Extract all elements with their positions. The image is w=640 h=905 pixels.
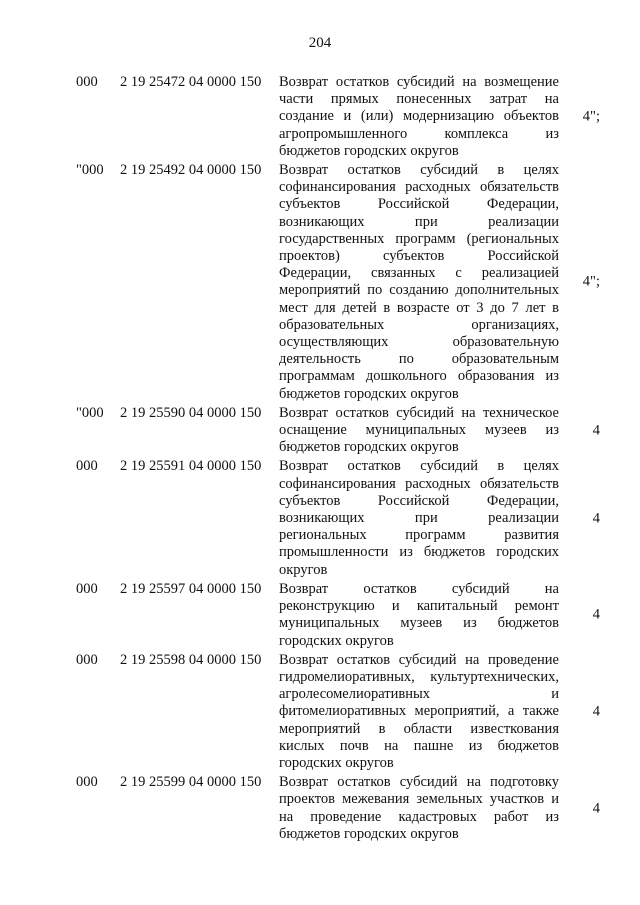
description-line: Федерации, связанных с реализацией: [279, 265, 559, 282]
revenue-description: [279, 162, 559, 403]
description-line: округов: [279, 561, 328, 578]
description-line: гидромелиоративных, культуртехнических,: [279, 668, 559, 685]
description-line: Возврат остатков субсидий на подготовку: [279, 774, 559, 791]
admin-code: "000: [76, 162, 104, 179]
page-number: 204: [308, 35, 332, 51]
allocation-percent: 4: [592, 799, 600, 816]
description-line: реконструкцию и капитальный ремонт: [279, 598, 559, 615]
description-line: государственных программ (региональных: [279, 230, 559, 247]
budget-classification-code: 2 19 25598 04 0000 150: [120, 651, 262, 668]
allocation-percent: 4: [592, 510, 600, 527]
description-line: Возврат остатков субсидий на проведение: [279, 651, 559, 668]
description-line: программам дошкольного образования из: [279, 368, 559, 385]
description-line: мероприятий по созданию дополнительных: [279, 282, 559, 299]
description-line: агропромышленного комплекса из: [279, 125, 559, 142]
revenue-description: [279, 405, 559, 457]
description-line: агролесомелиоративных и: [279, 686, 559, 703]
budget-classification-code: 2 19 25472 04 0000 150: [120, 74, 262, 90]
description-line: городских округов: [279, 632, 394, 649]
admin-code: 000: [76, 74, 98, 90]
description-line: оснащение муниципальных музеев из: [279, 422, 559, 439]
description-line: деятельность по образовательным: [279, 351, 559, 368]
description-line: создание и (или) модернизацию объектов: [279, 108, 559, 125]
allocation-percent: 4";: [582, 108, 600, 125]
admin-code: 000: [76, 458, 98, 475]
table-row: [0, 162, 640, 403]
budget-classification-code: 2 19 25590 04 0000 150: [120, 404, 262, 421]
allocation-percent: 4";: [582, 273, 600, 290]
description-line: возникающих при реализации: [279, 510, 559, 527]
allocation-percent: 4: [592, 606, 600, 623]
description-line: Возврат остатков субсидий в целях: [279, 162, 559, 179]
description-line: мероприятий в области известкования: [279, 720, 559, 737]
budget-classification-code: 2 19 25492 04 0000 150: [120, 162, 262, 179]
description-line: субъектов Российской Федерации,: [279, 492, 559, 509]
table-row: [0, 458, 640, 578]
description-line: фитомелиоративных мероприятий, а также: [279, 703, 559, 720]
description-line: части прямых понесенных затрат на: [279, 91, 559, 108]
table-row: [0, 74, 640, 160]
description-line: бюджетов городских округов: [279, 385, 459, 402]
admin-code: 000: [76, 651, 98, 668]
budget-code-table: [0, 74, 640, 845]
revenue-description: [279, 652, 559, 772]
budget-classification-code: 2 19 25597 04 0000 150: [120, 580, 262, 597]
revenue-description: [279, 581, 559, 650]
description-line: Возврат остатков субсидий в целях: [279, 458, 559, 475]
description-line: образовательных организациях,: [279, 316, 559, 333]
table-row: [0, 405, 640, 457]
description-line: бюджетов городских округов: [279, 439, 459, 456]
admin-code: "000: [76, 404, 104, 421]
description-line: осуществляющих образовательную: [279, 334, 559, 351]
description-line: софинансирования расходных обязательств: [279, 179, 559, 196]
description-line: Возврат остатков субсидий на: [279, 580, 559, 597]
description-line: муниципальных музеев из бюджетов: [279, 615, 559, 632]
allocation-percent: 4: [592, 703, 600, 720]
description-line: субъектов Российской Федерации,: [279, 196, 559, 213]
table-row: [0, 774, 640, 843]
budget-classification-code: 2 19 25591 04 0000 150: [120, 458, 262, 475]
description-line: проектов) субъектов Российской: [279, 248, 559, 265]
description-line: региональных программ развития: [279, 527, 559, 544]
description-line: мест для детей в возрасте от 3 до 7 лет в: [279, 299, 559, 316]
description-line: Возврат остатков субсидий на возмещение: [279, 74, 559, 90]
description-line: промышленности из бюджетов городских: [279, 544, 559, 561]
revenue-description: [279, 458, 559, 578]
description-line: бюджетов городских округов: [279, 825, 459, 842]
description-line: городских округов: [279, 754, 394, 771]
revenue-description: [279, 774, 559, 843]
admin-code: 000: [76, 580, 98, 597]
description-line: софинансирования расходных обязательств: [279, 475, 559, 492]
table-row: [0, 652, 640, 772]
description-line: на проведение кадастровых работ из: [279, 808, 559, 825]
description-line: кислых почв на пашне из бюджетов: [279, 737, 559, 754]
description-line: проектов межевания земельных участков и: [279, 791, 559, 808]
allocation-percent: 4: [592, 422, 600, 439]
description-line: Возврат остатков субсидий на техническое: [279, 404, 559, 421]
description-line: бюджетов городских округов: [279, 142, 459, 159]
revenue-description: [279, 74, 559, 160]
budget-classification-code: 2 19 25599 04 0000 150: [120, 774, 262, 791]
table-row: [0, 581, 640, 650]
description-line: возникающих при реализации: [279, 213, 559, 230]
admin-code: 000: [76, 774, 98, 791]
